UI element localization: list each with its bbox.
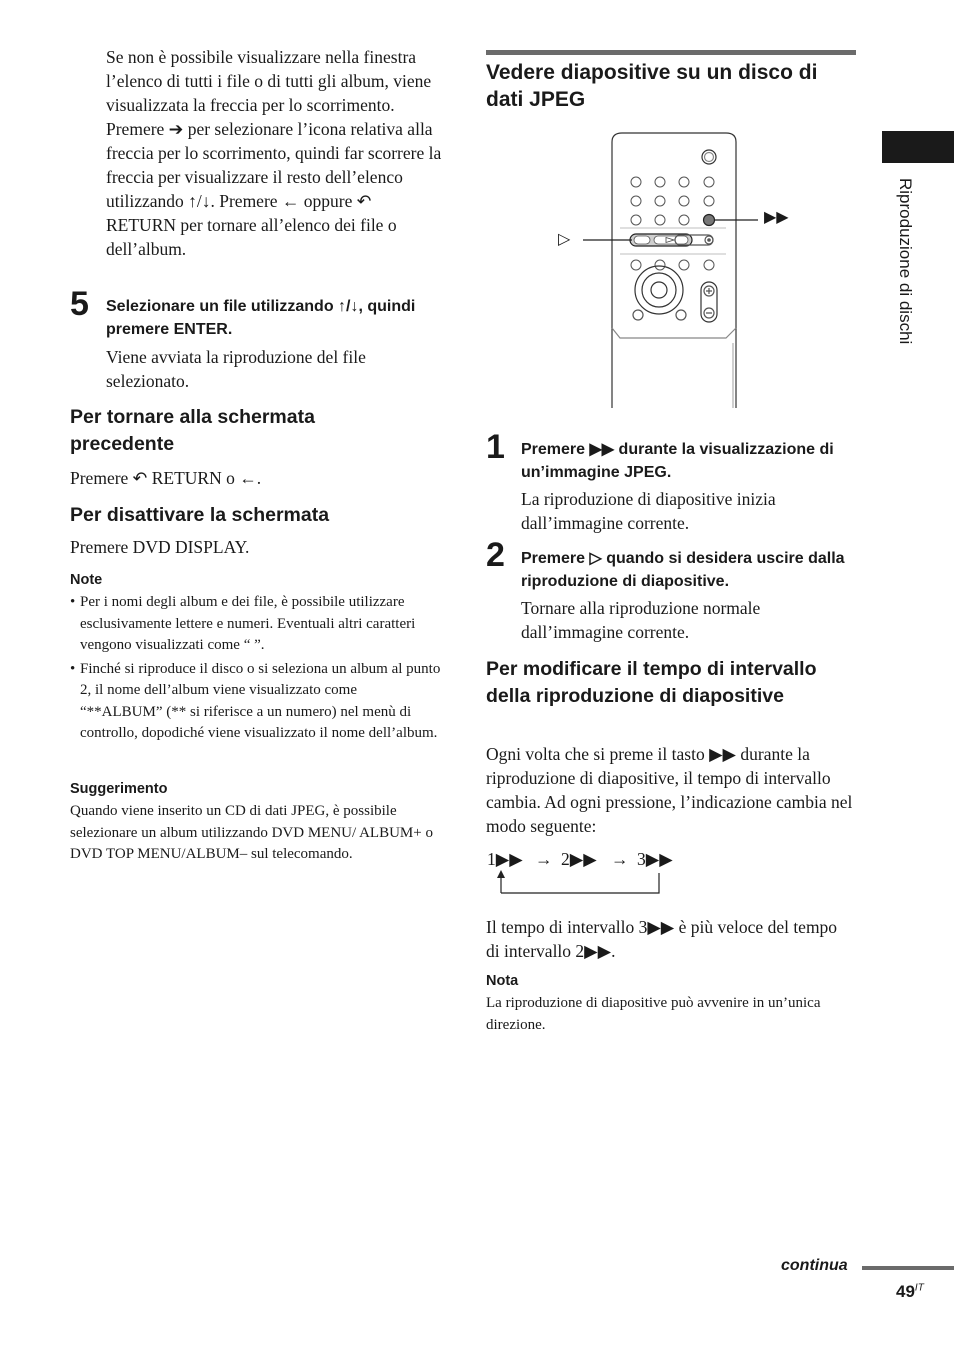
cycle-loop-arrow [493, 869, 663, 895]
tip-body: Quando viene inserito un CD di dati JPEG, è possibile selezionare un album utilizzando DVD MENU/ ALBUM+ o DVD TOP MENU/ALBUM– sul telecomando. [70, 803, 433, 862]
back-heading: Per tornare alla schermata precedente [70, 406, 315, 455]
note-item: • Per i nomi degli album e dei file, è possibile utilizzare esclusivamente lettere e numeri. Eventuali altri caratteri vengono visualizzati come “ ”. [70, 592, 442, 657]
cycle-step-1: 1▶▶ [487, 849, 523, 869]
page-number-value: 49 [896, 1282, 915, 1301]
remote-illustration [550, 128, 800, 412]
cycle-diagram [487, 847, 707, 897]
cycle-step-3: 3▶▶ [637, 849, 673, 869]
cycle-arrow: → [535, 849, 553, 869]
page-number-suffix: IT [914, 1282, 924, 1294]
off-heading: Per disattivare la schermata [70, 504, 330, 526]
step-5-body: Viene avviata la riproduzione del file selezionato. [106, 347, 366, 391]
step-1-title: Premere ▶▶ durante la visualizzazione di un’immagine JPEG. [521, 441, 834, 481]
cycle-arrow: → [611, 849, 629, 869]
note-item: • Finché si riproduce il disco o si seleziona un album al punto 2, il nome dell’album viene visualizzato come “**ALBUM” (** si riferisce a un numero) nel menù di controllo, dopodiché viene visualizzato il nome dell’album. [70, 659, 442, 745]
continue-rule [862, 1266, 954, 1270]
continue-label: continua [781, 1257, 848, 1274]
step-5-title: Selezionare un file utilizzando ↑/↓, quindi premere ENTER. [106, 298, 416, 338]
step-2-title: Premere ▷ quando si desidera uscire dalla riproduzione di diapositive. [521, 550, 845, 590]
step-1-body: La riproduzione di diapositive inizia dall’immagine corrente. [521, 489, 776, 533]
step-2-number: 2 [486, 536, 505, 574]
intro-paragraph: Se non è possibile visualizzare nella finestra l’elenco di tutti i file o di tutti gli album, viene visualizzata la freccia per lo scorrimento. Premere ➔ per selezionare l’icona relativa alla freccia per lo scorrimento, quindi far scorrere la freccia per visualizzare il resto dell’elenco utilizzando ↑/↓. Premere ← oppure ↶ RETURN per tornare all’elenco dei file o dell’album. [106, 47, 442, 259]
section-rule [486, 50, 856, 55]
interval-after: Il tempo di intervallo 3▶▶ è più veloce del tempo di intervallo 2▶▶. [486, 917, 838, 961]
remote-play-label: ▷ [558, 231, 571, 248]
side-tab-label: Riproduzione di dischi [896, 178, 915, 345]
interval-heading: Per modificare il tempo di intervallo della riproduzione di diapositive [486, 658, 817, 707]
nota-heading: Nota [486, 973, 519, 989]
notes-list [70, 592, 442, 745]
back-body: Premere ↶ RETURN o ←. [70, 468, 262, 488]
section-tab [882, 131, 954, 163]
tip-heading: Suggerimento [70, 781, 168, 797]
remote-ff-label: ▶▶ [764, 209, 789, 226]
step-1-number: 1 [486, 428, 505, 466]
page-number [896, 1282, 924, 1302]
nota-body: La riproduzione di diapositive può avvenire in un’unica direzione. [486, 995, 821, 1033]
off-body: Premere DVD DISPLAY. [70, 537, 250, 557]
cycle-step-2: 2▶▶ [561, 849, 597, 869]
section-title: Vedere diapositive su un disco di dati JPEG [486, 61, 818, 111]
step-5-number: 5 [70, 285, 89, 323]
step-2-body: Tornare alla riproduzione normale dall’immagine corrente. [521, 598, 761, 642]
notes-heading: Note [70, 572, 103, 588]
interval-body: Ogni volta che si preme il tasto ▶▶ durante la riproduzione di diapositive, il tempo di intervallo cambia. Ad ogni pressione, l’indicazione cambia nel modo seguente: [486, 744, 853, 836]
